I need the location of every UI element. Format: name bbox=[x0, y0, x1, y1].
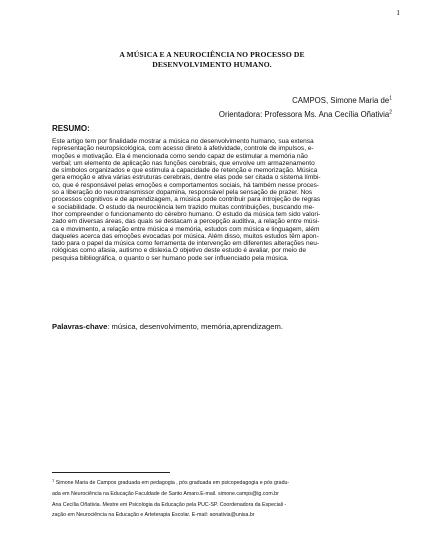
keywords-text: : música, desenvolvimento, memória,aprendizagem. bbox=[107, 322, 283, 331]
title-line-2: DESENVOLVIMENTO HUMANO. bbox=[152, 60, 272, 69]
footnote-line-4: zação em Neurociência na Educação e Arteterapia Escolar. E-mail: aonativia@unisa.br bbox=[52, 512, 255, 519]
abstract-line: moções e motivação. Ela é mencionada como sendo capaz de estimular a memória não bbox=[52, 152, 308, 160]
advisor-name: Orientadora: Professora Ms. Ana Cecília Oñativia bbox=[218, 110, 390, 119]
author-block bbox=[219, 94, 392, 122]
advisor-footnote-mark: 2 bbox=[389, 109, 392, 116]
abstract-line: verbal; um elemento de aplicação nas funções cerebrais, que envolve um armazenamento bbox=[52, 159, 315, 167]
footnote-line-1 bbox=[52, 478, 374, 489]
abstract-line: Este artigo tem por finalidade mostrar a música no desenvolvimento humano, sua extensa bbox=[52, 138, 314, 145]
footnote-line-3: Ana Cecília Oñativia. Mestre em Psicologia da Educação pela PUC-SP. Coordenadora da Especiali - bbox=[52, 501, 287, 508]
abstract-line: de símbolos organizados e que estimula a capacidade de retenção e memorização. Música bbox=[52, 167, 318, 175]
footnote-mark: 1 bbox=[52, 477, 55, 483]
abstract-line: daqueles acerca das emoções evocadas por música. Além disso, muitos estudos têm apon- bbox=[52, 232, 319, 240]
abstract-line: e sociabilidade. O estudo da neurociência tem trazido muitas contribuições, buscando me- bbox=[52, 203, 315, 211]
abstract-line: ca e movimento, a relação entre música e memória, estudos com música e linguagem, além bbox=[52, 225, 320, 233]
keywords bbox=[52, 322, 382, 332]
footnote-divider bbox=[52, 472, 170, 473]
abstract-line: zado em diversas áreas, das quais se destacam a percepção auditiva, a relação entre músi- bbox=[52, 218, 320, 226]
abstract-line: rológicas como afasia, autismo e dislexia.O objetivo deste estudo é avaliar, por meio de bbox=[52, 247, 307, 255]
abstract-line: co, que é responsável pelas emoções e comportamentos sociais, há também nesse proces- bbox=[52, 181, 320, 189]
abstract-line: tado para o papel da música como ferramenta de intervenção em diferentes alterações neu- bbox=[52, 240, 320, 248]
abstract-line: pesquisa bibliográfica, o quanto o ser humano pode ser influenciado pela música. bbox=[52, 254, 289, 262]
paper-title bbox=[0, 50, 424, 70]
abstract-line: gera emoção e ativa várias estruturas cerebrais, dentre elas pode ser citada o sistema límbi- bbox=[52, 174, 321, 182]
abstract-line: lhor compreender o funcionamento do cérebro humano. O estudo da música tem sido valori- bbox=[52, 210, 321, 218]
abstract-line: processos cognitivos e de aprendizagem, a música pode contribuir para introjeção de regras bbox=[52, 196, 321, 204]
title-line-1: A MÚSICA E A NEUROCIÊNCIA NO PROCESSO DE bbox=[119, 50, 305, 59]
footnotes bbox=[52, 478, 374, 521]
author-name: CAMPOS, Simone Maria de bbox=[292, 96, 390, 105]
footnote-line-2: ada em Neurociência na Educação Faculdade de Santo Amaro.E-mail. simone.camps@ig.com.br bbox=[52, 490, 279, 497]
resumo-heading: RESUMO: bbox=[52, 124, 90, 133]
page-number: 1 bbox=[396, 8, 400, 17]
keywords-label: Palavras-chave bbox=[52, 322, 108, 331]
author-line bbox=[219, 94, 392, 108]
footnote-text-1: Simone Maria de Campos graduada em pedagogia , pós graduada em psicopedagogia e pós gradu- bbox=[54, 480, 290, 486]
abstract-body bbox=[52, 138, 374, 262]
abstract-line: representação neuropsicológica, com acesso direto à afetividade, controle de impulsos, e- bbox=[52, 145, 314, 153]
author-footnote-mark: 1 bbox=[389, 95, 392, 102]
advisor-line bbox=[219, 108, 392, 122]
abstract-line: so a liberação do neurotransmissor dopamina, responsável pela sensação de prazer. Nos bbox=[52, 189, 313, 197]
